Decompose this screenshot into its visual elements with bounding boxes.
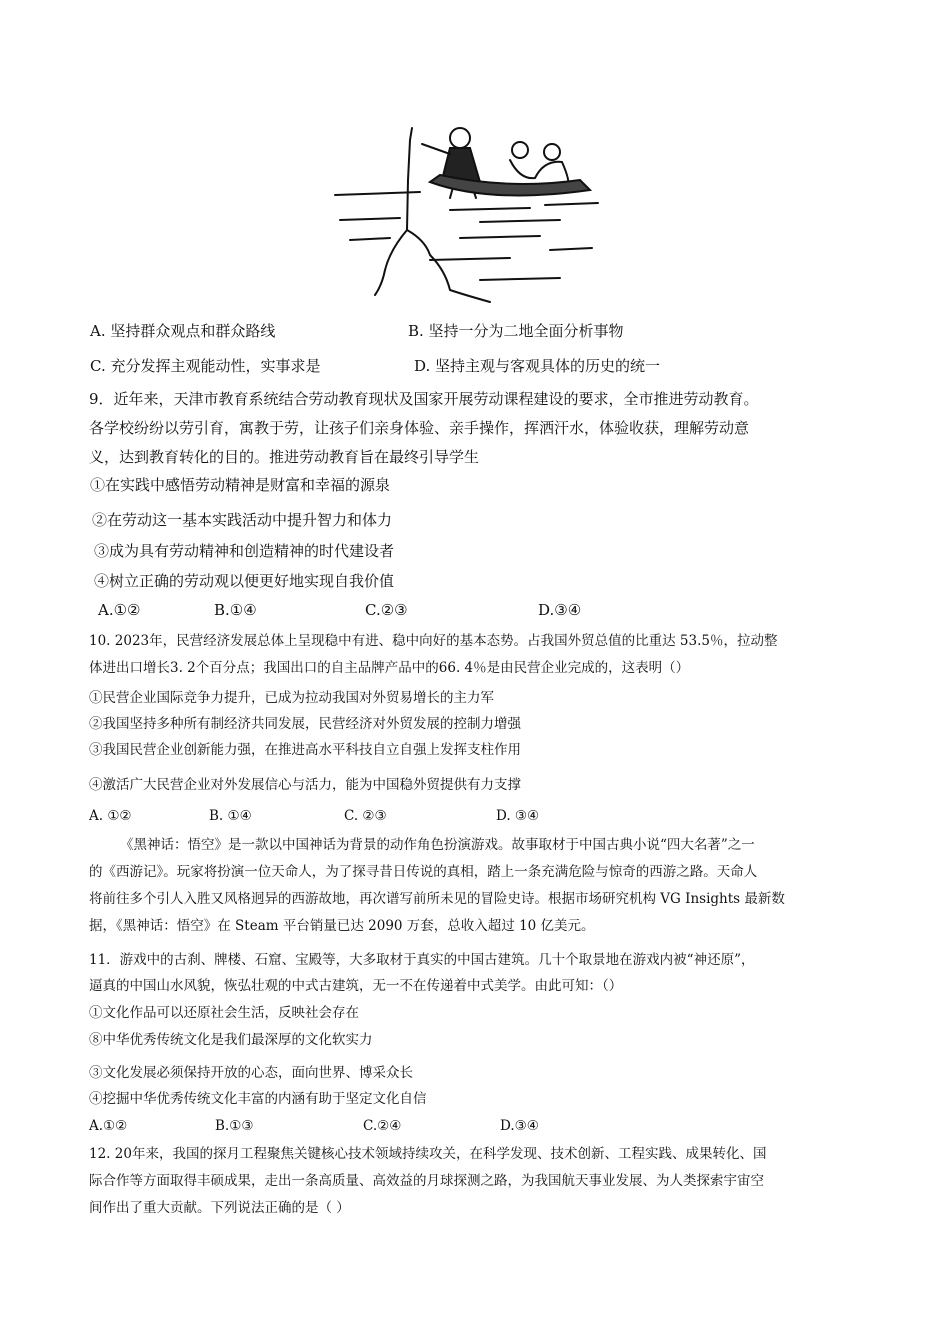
q10-item-1: ①民营企业国际竞争力提升，已成为拉动我国对外贸易增长的主力军 xyxy=(89,690,494,706)
boat-cartoon-illustration xyxy=(330,120,605,305)
q12-stem-line-3: 间作出了重大贡献。下列说法正确的是（ ） xyxy=(89,1200,350,1216)
q11-item-1: ①文化作品可以还原社会生活，反映社会存在 xyxy=(89,1005,359,1021)
q9-item-3: ③成为具有劳动精神和创造精神的时代建设者 xyxy=(94,542,395,560)
q12-stem-line-2: 际合作等方面取得丰硕成果，走出一条高质量、高效益的月球探测之路，为我国航天事业发展、为人类探索宇宙空 xyxy=(89,1173,764,1189)
passage-line-1: 《黑神话：悟空》是一款以中国神话为背景的动作角色扮演游戏。故事取材于中国古典小说“四大名著”之一 xyxy=(120,837,755,853)
q11-stem-line-1: 11．游戏中的古刹、牌楼、石窟、宝殿等，大多取材于真实的中国古建筑。几十个取景地在游戏内被“神还原”， xyxy=(89,952,755,968)
q10-item-3: ③我国民营企业创新能力强，在推进高水平科技自立自强上发挥支柱作用 xyxy=(89,742,521,758)
q10-option-a[interactable]: A. ①② xyxy=(89,808,132,824)
q9-stem-line-2: 各学校纷纷以劳引育，寓教于劳，让孩子们亲身体验、亲手操作，挥洒汗水，体验收获，理解劳动意 xyxy=(89,419,750,437)
q8-option-c[interactable]: C. 充分发挥主观能动性，实事求是 xyxy=(90,357,321,375)
q12-stem-line-1: 12. 20年来，我国的探月工程聚焦关键核心技术领域持续攻关，在科学发现、技术创新、工程实践、成果转化、国 xyxy=(89,1146,767,1162)
passage-line-3: 将前往多个引人入胜又风格迥异的西游故地，再次谱写前所未见的冒险史诗。根据市场研究机构 VG Insights 最新数 xyxy=(89,891,785,907)
q11-stem-line-2: 逼真的中国山水风貌，恢弘壮观的中式古建筑，无一不在传递着中式美学。由此可知：（） xyxy=(89,978,623,994)
passage-line-4: 据，《黑神话：悟空》在 Steam 平台销量已达 2090 万套，总收入超过 10 亿美元。 xyxy=(89,918,595,934)
q11-option-b[interactable]: B.①③ xyxy=(215,1118,254,1134)
q9-stem-line-3: 义，达到教育转化的目的。推进劳动教育旨在最终引导学生 xyxy=(89,448,480,466)
passage-line-2: 的《西游记》。玩家将扮演一位天命人，为了探寻昔日传说的真相，踏上一条充满危险与惊奇的西游之路。天命人 xyxy=(89,864,758,880)
q8-option-b[interactable]: B. 坚持一分为二地全面分析事物 xyxy=(408,322,624,340)
q11-option-d[interactable]: D.③④ xyxy=(500,1118,539,1134)
q9-item-2: ②在劳动这一基本实践活动中提升智力和体力 xyxy=(92,511,393,529)
q10-stem-line-2: 体进出口增长3. 2个百分点；我国出口的自主品牌产品中的66. 4％是由民营企业完成的，这表明（） xyxy=(89,660,690,676)
q9-option-b[interactable]: B.①④ xyxy=(214,601,257,619)
q10-stem-line-1: 10. 2023年，民营经济发展总体上呈现稳中有进、稳中向好的基本态势。占我国外贸总值的比重达 53.5％，拉动整 xyxy=(89,633,778,649)
q8-option-a[interactable]: A. 坚持群众观点和群众路线 xyxy=(90,322,276,340)
q11-option-c[interactable]: C.②④ xyxy=(363,1118,402,1134)
q9-stem-line-1: 9．近年来，天津市教育系统结合劳动教育现状及国家开展劳动课程建设的要求，全市推进劳动教育。 xyxy=(89,390,759,408)
q9-item-4: ④树立正确的劳动观以便更好地实现自我价值 xyxy=(94,572,395,590)
q11-option-a[interactable]: A.①② xyxy=(89,1118,128,1134)
q9-option-c[interactable]: C.②③ xyxy=(365,601,408,619)
q10-option-b[interactable]: B. ①④ xyxy=(209,808,252,824)
q9-option-d[interactable]: D.③④ xyxy=(538,601,582,619)
q10-item-4: ④激活广大民营企业对外发展信心与活力，能为中国稳外贸提供有力支撑 xyxy=(89,777,521,793)
q10-option-d[interactable]: D. ③④ xyxy=(496,808,540,824)
q11-item-3: ③文化发展必须保持开放的心态，面向世界、博采众长 xyxy=(89,1065,413,1081)
q8-option-d[interactable]: D. 坚持主观与客观具体的历史的统一 xyxy=(414,357,661,375)
q11-item-4: ④挖掘中华优秀传统文化丰富的内涵有助于坚定文化自信 xyxy=(89,1091,427,1107)
q10-item-2: ②我国坚持多种所有制经济共同发展，民营经济对外贸发展的控制力增强 xyxy=(89,716,521,732)
q9-option-a[interactable]: A.①② xyxy=(98,601,141,619)
q10-option-c[interactable]: C. ②③ xyxy=(344,808,387,824)
q11-item-2: ⑧中华优秀传统文化是我们最深厚的文化软实力 xyxy=(89,1032,373,1048)
q9-item-1: ①在实践中感悟劳动精神是财富和幸福的源泉 xyxy=(90,476,391,494)
